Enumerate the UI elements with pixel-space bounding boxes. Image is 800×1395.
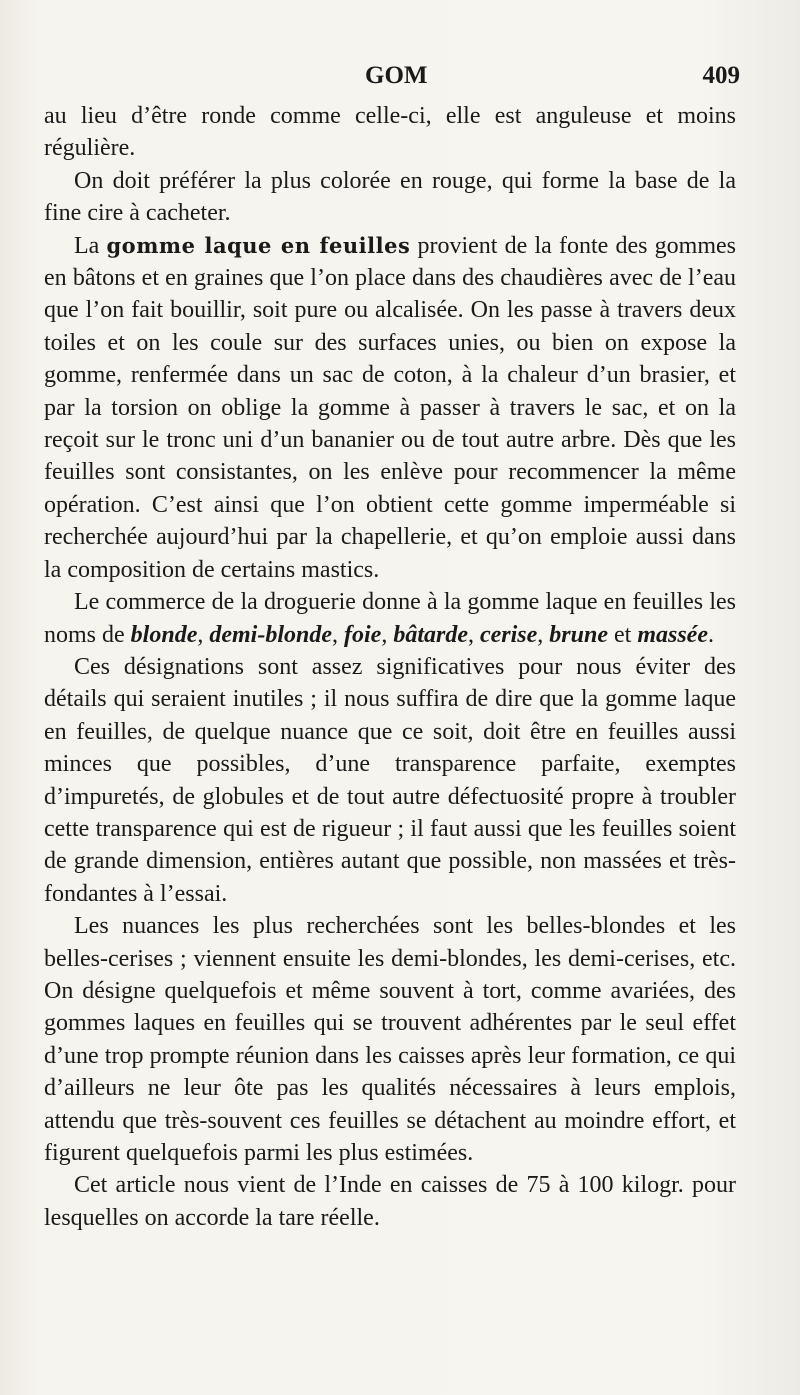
bold-term: gomme laque en feuilles (106, 232, 411, 258)
paragraph-3 (44, 230, 736, 586)
body-text (44, 100, 736, 1234)
paragraph-4-intro: Le commerce de la droguerie donne à la gomme laque en feuilles les noms de (44, 589, 736, 648)
variety-name: cerise (479, 621, 538, 648)
page-number: 409 (702, 62, 740, 89)
conjunction: et (607, 621, 638, 648)
paragraph-1: au lieu d’être ronde comme celle-ci, elle est anguleuse et moins régulière. (44, 103, 736, 162)
separator: , (467, 621, 480, 648)
paragraph-4-end: . (707, 621, 714, 648)
paragraph-6: Les nuances les plus recherchées sont les belles-blondes et les belles-cerises ; viennent ensuite les demi-blondes, les demi-cerises, etc. On désigne quelquefois et même souvent à tort, comme avariées, des gommes laques en feuilles qui se trouvent adhérentes par le seul effet d’une trop prompte réunion dans les caisses après leur formation, ce qui d’ailleurs ne leur ôte pas les qualités nécessaires à leurs emplois, attendu que très-souvent ces feuilles se détachent au moindre effort, et figurent quelquefois parmi les plus estimées. (44, 913, 736, 1166)
variety-name: bâtarde (393, 621, 468, 648)
variety-name: foie (344, 621, 382, 648)
variety-name: demi-blonde (209, 621, 332, 648)
separator: , (537, 621, 550, 648)
page-header (40, 62, 740, 96)
paragraph-7: Cet article nous vient de l’Inde en caisses de 75 à 100 kilogr. pour lesquelles on accorde la tare réelle. (44, 1172, 736, 1231)
running-head: GOM (365, 62, 428, 89)
variety-name: blonde (130, 621, 198, 648)
variety-name: brune (549, 621, 608, 648)
paragraph-3-lead: La (74, 232, 107, 259)
paragraph-5: Ces désignations sont assez significatives pour nous éviter des détails qui seraient inutiles ; il nous suffira de dire que la gomme laque en feuilles, de quelque nuance que ce soit, doit être en feuilles aussi minces que possibles, d’une transparence parfaite, exemptes d’impuretés, de globules et de tout autre défectuosité propre à troubler cette transparence qui est de rigueur ; il faut aussi que les feuilles soient de grande dimension, entières autant que possible, non massées et très-fondantes à l’essai. (44, 653, 736, 907)
separator: , (332, 621, 344, 648)
separator: , (381, 621, 394, 648)
variety-name: massée (637, 621, 708, 648)
separator: , (197, 621, 210, 648)
paragraph-3-body: provient de la fonte des gommes en bâtons et en graines que l’on place dans des chaudières avec de l’eau que l’on fait bouillir, soit pure ou alcalisée. On les passe à travers deux toiles et on les coule sur des surfaces unies, ou bien on expose la gomme, renfermée dans un sac de coton, à la chaleur d’un brasier, et par la torsion on oblige la gomme à passer à travers le sac, et on la reçoit sur le tronc uni d’un bananier ou de tout autre arbre. Dès que les feuilles sont consistantes, on les enlève pour recommencer la même opération. C’est ainsi que l’on obtient cette gomme imperméable si recherchée aujourd’hui par la chapellerie, et qu’on emploie aussi dans la composition de certains mastics. (44, 232, 736, 583)
paragraph-4 (44, 586, 736, 651)
paragraph-2: On doit préférer la plus colorée en rouge, qui forme la base de la fine cire à cacheter. (44, 167, 736, 227)
